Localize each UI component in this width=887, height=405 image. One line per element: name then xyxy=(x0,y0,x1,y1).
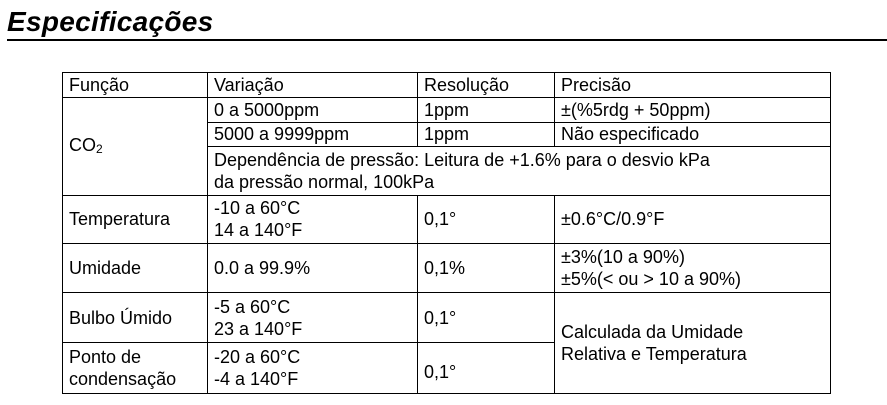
co2-pressure-note-line1: Dependência de pressão: Leitura de +1.6% para o desvio kPa xyxy=(214,149,710,170)
wet-bulb-range xyxy=(208,292,418,343)
humidity-resolution: 0,1% xyxy=(418,244,555,293)
co2-pressure-note-line2: da pressão normal, 100kPa xyxy=(214,171,435,192)
co2-accuracy-2: Não especificado xyxy=(555,122,831,146)
co2-label-subscript: 2 xyxy=(96,142,103,157)
title-underline xyxy=(7,39,887,41)
table-header-row xyxy=(63,73,831,98)
dew-point-label-line2: condensação xyxy=(69,369,177,390)
co2-label: CO xyxy=(69,135,96,156)
calculated-accuracy-line2: Relativa e Temperatura xyxy=(561,343,747,364)
co2-accuracy-1: ±(%5rdg + 50ppm) xyxy=(555,98,831,122)
temperature-resolution: 0,1° xyxy=(418,195,555,244)
dew-point-label-line1: Ponto de xyxy=(69,347,142,368)
temperature-accuracy: ±0.6°C/0.9°F xyxy=(555,195,831,244)
table-row-temperature xyxy=(63,195,831,244)
wet-bulb-label: Bulbo Úmido xyxy=(63,292,208,343)
header-function: Função xyxy=(63,73,208,98)
temperature-label: Temperatura xyxy=(63,195,208,244)
table-row-co2-1 xyxy=(63,98,831,122)
co2-pressure-note xyxy=(208,146,831,195)
humidity-label: Umidade xyxy=(63,244,208,293)
specifications-table-container xyxy=(62,72,830,394)
temperature-range xyxy=(208,195,418,244)
page-title: Especificações xyxy=(7,6,214,37)
humidity-range: 0.0 a 99.9% xyxy=(208,244,418,293)
humidity-accuracy xyxy=(555,244,831,293)
calculated-accuracy xyxy=(555,292,831,393)
header-resolution: Resolução xyxy=(418,73,555,98)
humidity-accuracy-line2: ±5%(< ou > 10 a 90%) xyxy=(561,268,741,289)
co2-label-cell xyxy=(63,98,208,195)
header-range: Variação xyxy=(208,73,418,98)
humidity-accuracy-line1: ±3%(10 a 90%) xyxy=(561,246,685,267)
specifications-table xyxy=(62,72,831,394)
table-row-humidity xyxy=(63,244,831,293)
co2-range-2: 5000 a 9999ppm xyxy=(208,122,418,146)
wet-bulb-resolution: 0,1° xyxy=(418,292,555,343)
co2-resolution-2: 1ppm xyxy=(418,122,555,146)
temperature-range-line1: -10 a 60°C xyxy=(214,198,301,219)
co2-resolution-1: 1ppm xyxy=(418,98,555,122)
dew-point-range-line2: -4 a 140°F xyxy=(214,369,299,390)
dew-point-label xyxy=(63,343,208,394)
dew-point-range-line1: -20 a 60°C xyxy=(214,347,301,368)
wet-bulb-range-line2: 23 a 140°F xyxy=(214,318,303,339)
calculated-accuracy-line1: Calculada da Umidade xyxy=(561,321,744,342)
co2-range-1: 0 a 5000ppm xyxy=(208,98,418,122)
dew-point-range xyxy=(208,343,418,394)
temperature-range-line2: 14 a 140°F xyxy=(214,220,303,241)
dew-point-resolution: 0,1° xyxy=(418,343,555,394)
header-accuracy: Precisão xyxy=(555,73,831,98)
table-row-wet-bulb xyxy=(63,292,831,343)
wet-bulb-range-line1: -5 a 60°C xyxy=(214,296,291,317)
